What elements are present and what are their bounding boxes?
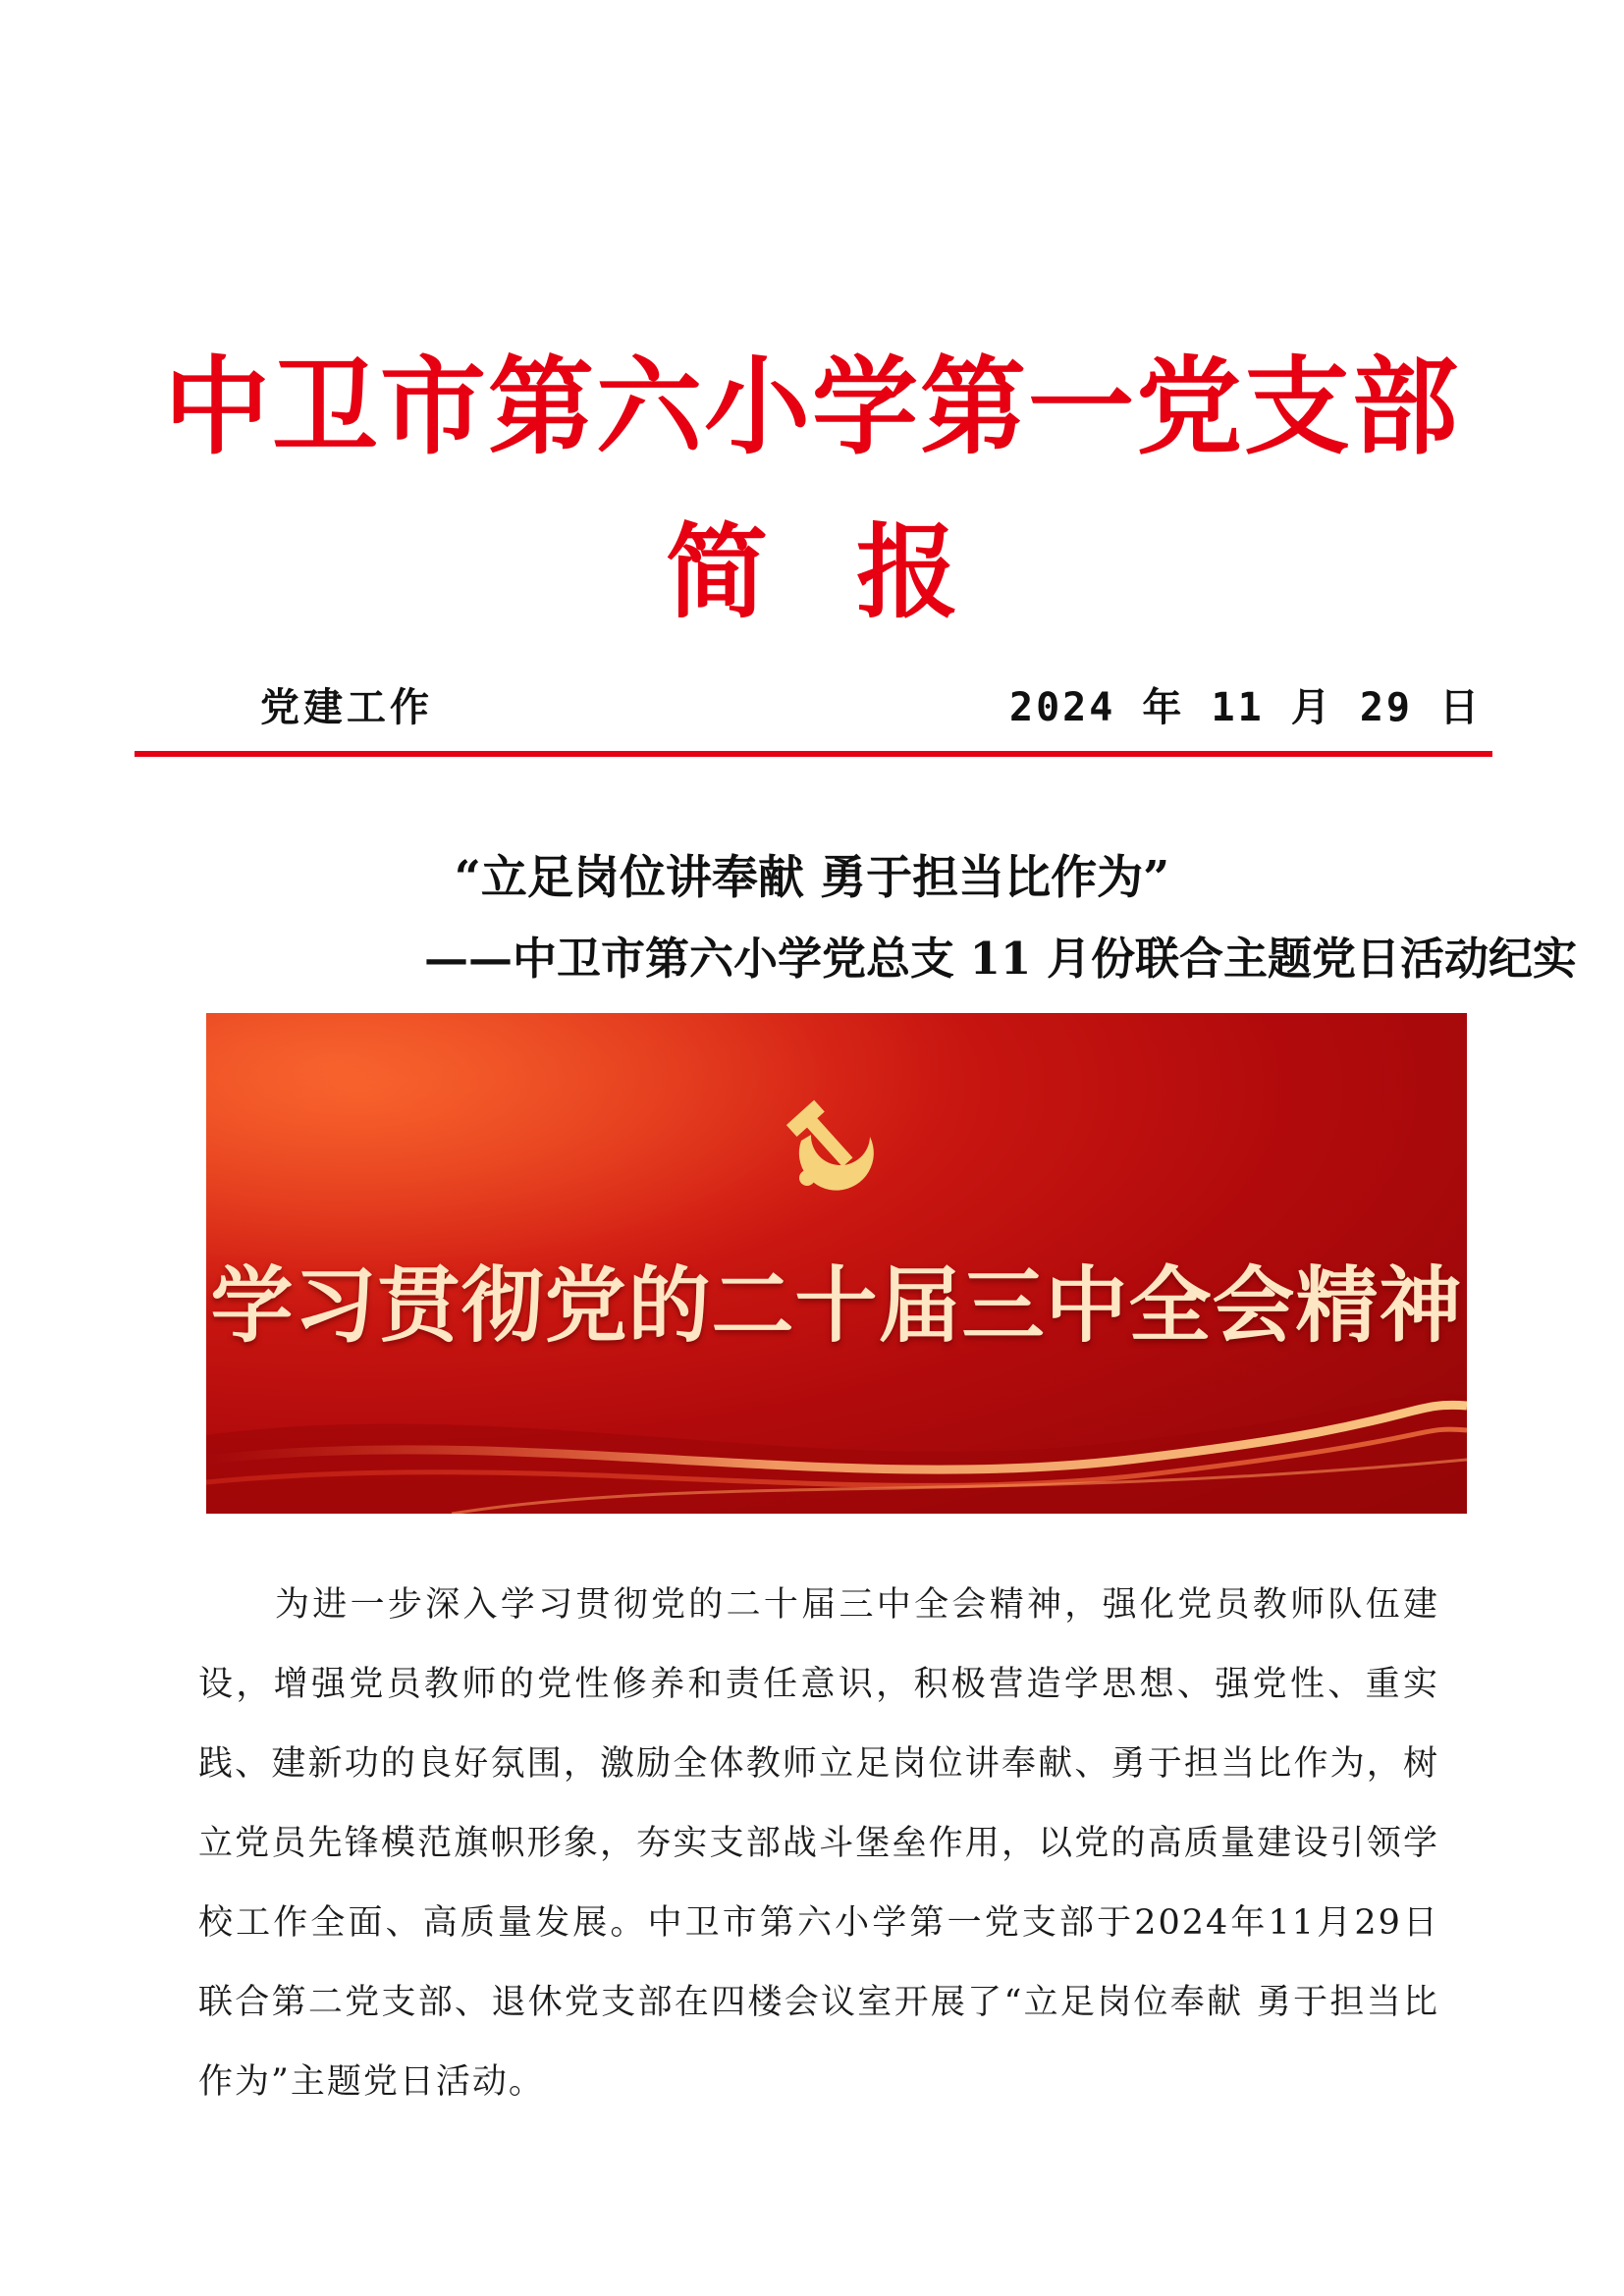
article-subtitle: ——中卫市第六小学党总支 11 月份联合主题党日活动纪实 [424, 933, 1577, 985]
article-title: “立足岗位讲奉献 勇于担当比作为” [454, 851, 1170, 905]
banner-image [206, 1013, 1467, 1514]
category-label: 党建工作 [260, 684, 433, 730]
header-divider [135, 751, 1492, 757]
masthead-title: 中卫市第六小学第一党支部 [163, 346, 1460, 469]
article-body: 为进一步深入学习贯彻党的二十届三中全会精神，强化党员教师队伍建设，增强党员教师的党性修养和责任意识，积极营造学思想、强党性、重实践、建新功的良好氛围，激励全体教师立足岗位讲奉献、勇于担当比作为，树立党员先锋模范旗帜形象，夯实支部战斗堡垒作用，以党的高质量建设引领学校工作全面、高质量发展。中卫市第六小学第一党支部于2024年11月29日联合第二党支部、退休党支部在四楼会议室开展了“立足岗位奉献 勇于担当比作为”主题党日活动。 [198, 1585, 1439, 2102]
banner-slogan: 学习贯彻党的二十届三中全会精神 [210, 1257, 1463, 1354]
masthead-subtitle: 简报 [665, 511, 1047, 632]
issue-date: 2024 年 11 月 29 日 [1009, 685, 1483, 730]
